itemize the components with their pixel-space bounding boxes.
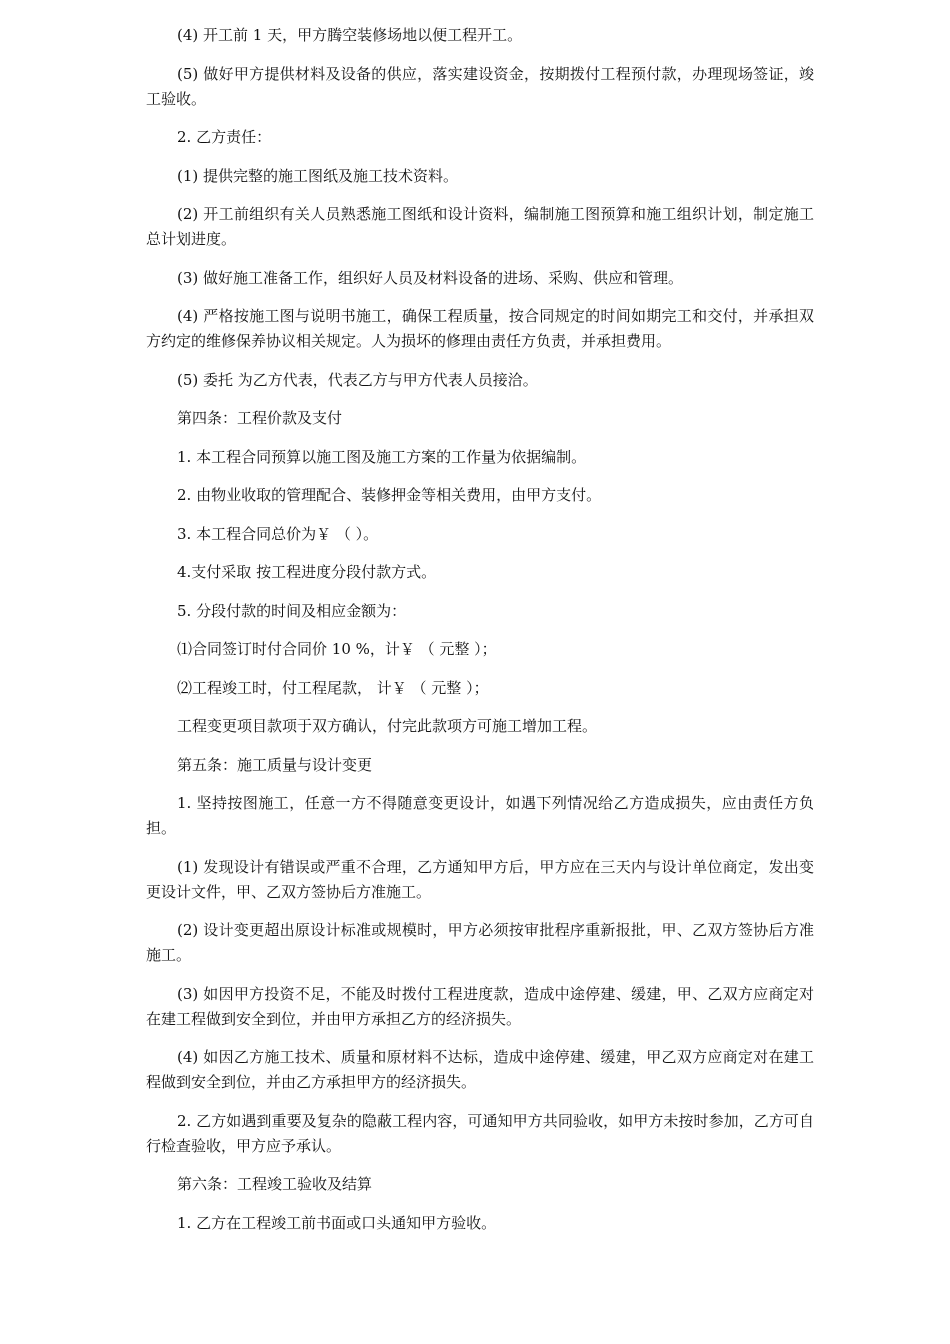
article-6-heading: 第六条：工程竣工验收及结算 <box>177 1175 373 1193</box>
clause-4-site-clearing: (4) 开工前 1 天，甲方腾空装修场地以便工程开工。 <box>177 26 523 44</box>
article-5-item-1: 1. 坚持按图施工，任意一方不得随意变更设计，如遇下列情况给乙方造成损失，应由责任方负担。 <box>146 794 814 837</box>
article-5-subclause-3: (3) 如因甲方投资不足，不能及时拨付工程进度款，造成中途停建、缓建，甲、乙双方应商定对在建工程做到安全到位，并由甲方承担乙方的经济损失。 <box>146 984 814 1028</box>
article-6-item-1: 1. 乙方在工程竣工前书面或口头通知甲方验收。 <box>177 1213 497 1232</box>
party-b-clause-1: (1) 提供完整的施工图纸及施工技术资料。 <box>177 166 459 185</box>
article-4-item-3: 3. 本工程合同总价为￥ （ ）。 <box>177 524 379 543</box>
article-5-subclause-2: (2) 设计变更超出原设计标准或规模时，甲方必须按审批程序重新报批，甲、乙双方签协后方准施工。 <box>146 921 814 964</box>
article-4-item-2: 2. 由物业收取的管理配合、装修押金等相关费用，由甲方支付。 <box>177 486 602 504</box>
article-4-heading: 第四条：工程价款及支付 <box>177 409 343 427</box>
document-page <box>146 23 814 1249</box>
article-4-item-1: 1. 本工程合同预算以施工图及施工方案的工作量为依据编制。 <box>177 447 587 466</box>
party-b-clause-5: (5) 委托 为乙方代表，代表乙方与甲方代表人员接洽。 <box>177 370 538 389</box>
clause-5-material-supply: (5) 做好甲方提供材料及设备的供应，落实建设资金，按期拨付工程预付款，办理现场签证，竣工验收。 <box>146 64 814 108</box>
article-4-item-4: 4.支付采取 按工程进度分段付款方式。 <box>177 563 437 581</box>
article-4-item-5: 5. 分段付款的时间及相应金额为： <box>177 601 407 620</box>
party-b-clause-3: (3) 做好施工准备工作，组织好人员及材料设备的进场、采购、供应和管理。 <box>177 268 684 287</box>
payment-stage-1: ⑴合同签订时付合同价 10 %，计￥ （ 元整 ）； <box>177 640 497 658</box>
change-payment-note: 工程变更项目款项于双方确认，付完此款项方可施工增加工程。 <box>177 717 598 735</box>
article-5-heading: 第五条：施工质量与设计变更 <box>177 755 373 774</box>
payment-stage-2: ⑵工程竣工时，付工程尾款， 计￥ （ 元整 ）； <box>177 678 489 697</box>
article-5-subclause-4: (4) 如因乙方施工技术、质量和原材料不达标，造成中途停建、缓建，甲乙双方应商定对在建工程做到安全到位，并由乙方承担甲方的经济损失。 <box>146 1048 814 1091</box>
party-b-responsibility-heading: 2. 乙方责任： <box>177 128 272 146</box>
party-b-clause-4: (4) 严格按施工图与说明书施工，确保工程质量，按合同规定的时间如期完工和交付，并承担双方约定的维修保养协议相关规定。人为损坏的修理由责任方负责，并承担费用。 <box>146 307 814 350</box>
party-b-clause-2: (2) 开工前组织有关人员熟悉施工图纸和设计资料，编制施工图预算和施工组织计划，制定施工总计划进度。 <box>146 205 814 248</box>
article-5-item-2: 2. 乙方如遇到重要及复杂的隐蔽工程内容，可通知甲方共同验收，如甲方未按时参加，乙方可自行检查验收，甲方应予承认。 <box>146 1111 814 1155</box>
article-5-subclause-1: (1) 发现设计有错误或严重不合理，乙方通知甲方后，甲方应在三天内与设计单位商定，发出变更设计文件，甲、乙双方签协后方准施工。 <box>146 857 814 901</box>
